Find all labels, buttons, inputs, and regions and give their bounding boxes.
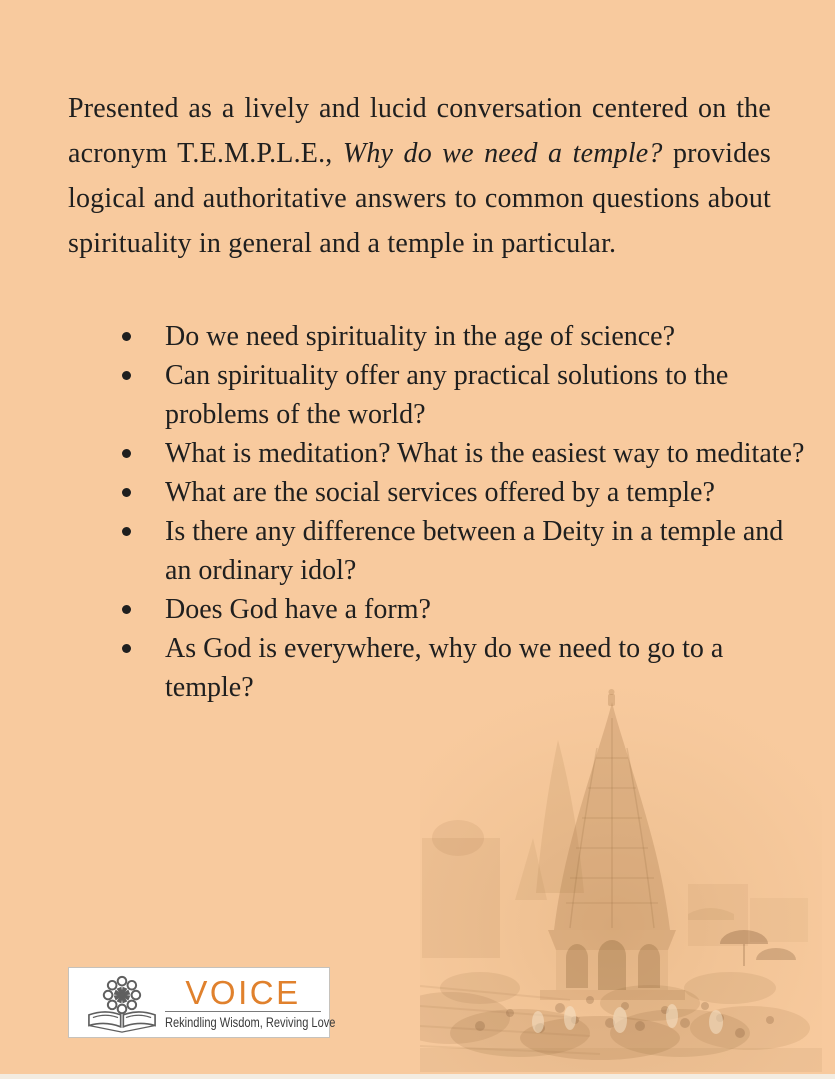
- intro-text-before-title: Presented as a lively and lucid conversation centered on the acronym T.E.M.P.L.E.,: [68, 93, 771, 169]
- question-item: [120, 590, 810, 629]
- question-text: As God is everywhere, why do we need to go to a temple?: [165, 633, 724, 703]
- question-item: [120, 434, 810, 473]
- bullet-icon: [122, 449, 131, 458]
- question-item: [120, 317, 810, 356]
- bullet-icon: [122, 488, 131, 497]
- publisher-name: VOICE: [185, 973, 301, 1011]
- bullet-icon: [122, 605, 131, 614]
- bullet-icon: [122, 644, 131, 653]
- publisher-logo: [68, 967, 336, 1038]
- bullet-icon: [122, 371, 131, 380]
- intro-paragraph: [68, 86, 771, 266]
- question-text: Do we need spirituality in the age of science?: [165, 321, 676, 352]
- logo-divider: [165, 1011, 321, 1012]
- question-item: [120, 512, 810, 590]
- readers-mandala-open-book-icon: [79, 972, 165, 1034]
- bullet-icon: [122, 332, 131, 341]
- intro-text-after-title: provides logical and authoritative answers to common questions about spirituality in general and a temple in particular.: [68, 138, 771, 259]
- publisher-logo-text: [165, 973, 336, 1030]
- question-text: Is there any difference between a Deity in a temple and an ordinary idol?: [165, 516, 784, 586]
- question-text: What is meditation? What is the easiest way to meditate?: [165, 438, 805, 469]
- questions-list: [120, 317, 810, 707]
- publisher-tagline: Rekindling Wisdom, Reviving Love: [165, 1014, 336, 1030]
- scan-bottom-edge: [0, 1074, 835, 1079]
- question-item: [120, 356, 810, 434]
- faded-temple-photograph: [420, 688, 822, 1072]
- question-item: [120, 473, 810, 512]
- question-text: Does God have a form?: [165, 594, 431, 625]
- bullet-icon: [122, 527, 131, 536]
- book-title-italic: Why do we need a temple?: [342, 138, 663, 169]
- question-text: Can spirituality offer any practical solutions to the problems of the world?: [165, 360, 729, 430]
- question-text: What are the social services offered by a temple?: [165, 477, 715, 508]
